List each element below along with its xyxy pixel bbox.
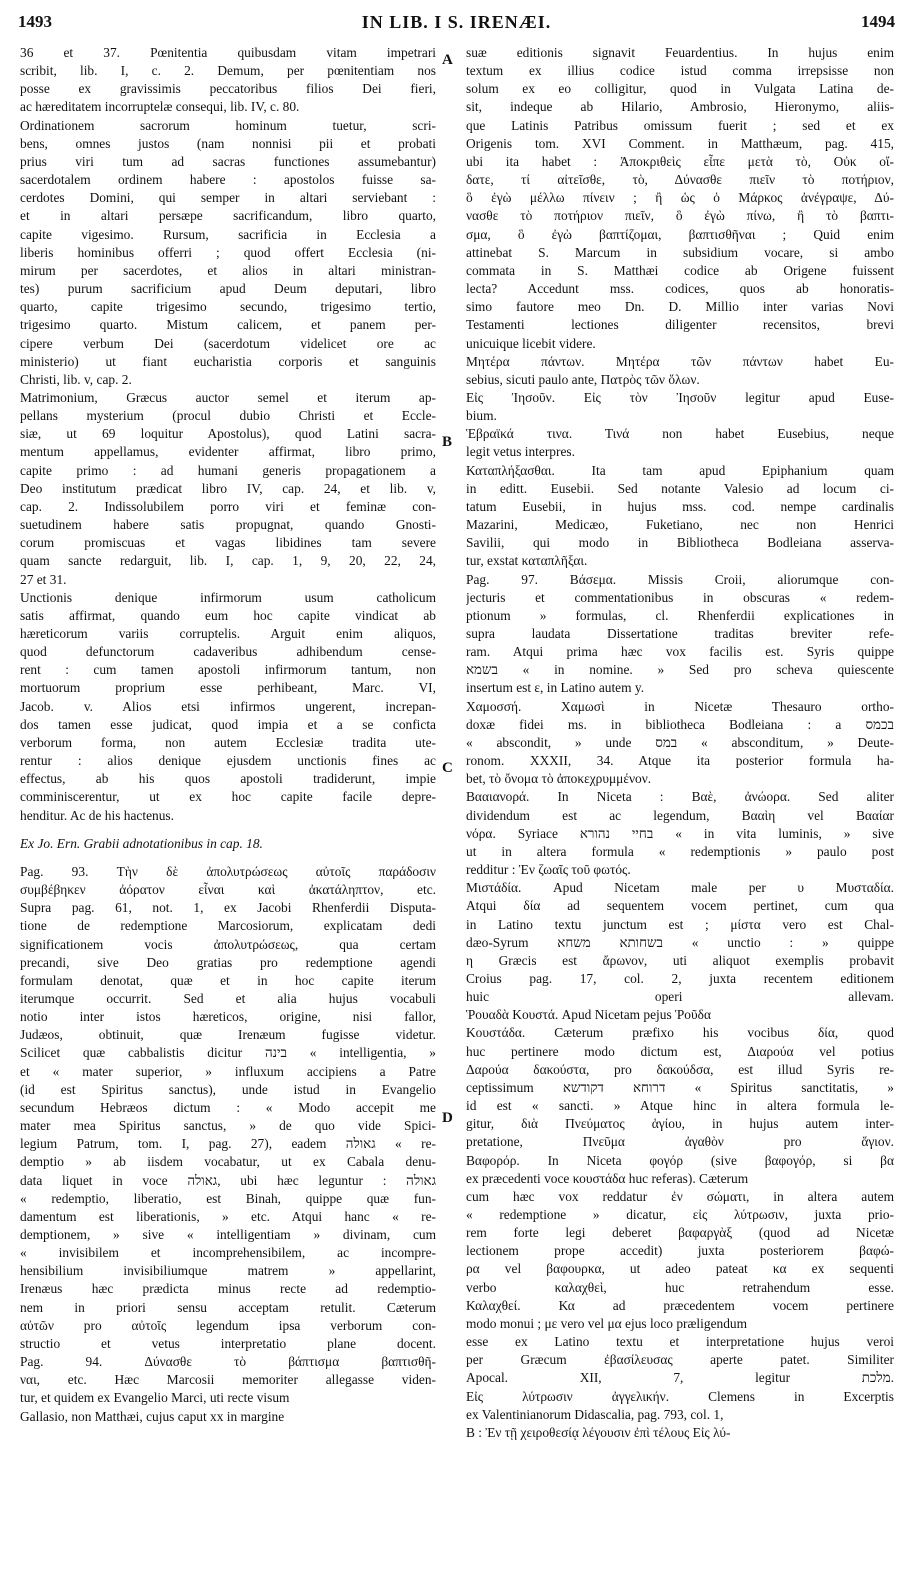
- text-line: in editt. Eusebii. Sed notante Valesio ad locum ci-: [466, 480, 894, 496]
- text-line: ceptissimum דרוחא דקודשא « Spiritus sanctitatis, »: [466, 1079, 894, 1095]
- text-line: tione de redemptione Marcosiorum, explicatam dedi: [20, 918, 436, 934]
- text-line: νασθε τὸ ποτήριον πιεῖν, ὃ ἐγὼ πίνω, ἢ τὸ βαπτι-: [466, 208, 894, 224]
- text-line: huc pertinere modo dictum est, Διαρούα vel potius: [466, 1043, 894, 1059]
- text-line: Deo institutum prædicat libro IV, cap. 24, et lib. v,: [20, 480, 436, 496]
- page-number-right: 1494: [861, 12, 895, 31]
- text-line: textum ex illius codice istud comma irrepsisse non: [466, 63, 894, 79]
- text-line: ex Valentinianorum Didascalia, pag. 793, col. 1,: [466, 1406, 724, 1422]
- text-line: id est « sancti. » Atque hinc in altera formula le-: [466, 1098, 894, 1114]
- margin-letter-c: C: [442, 760, 453, 776]
- text-line: בשמא « in nomine. » Sed pro scheva quiescente: [466, 662, 894, 678]
- text-line: pellans mysterium (procul dubio Christi et Eccle-: [20, 408, 436, 424]
- text-line: comminiscerentur, ut ex hoc capite facile depre-: [20, 789, 436, 805]
- text-line: quarto, capite trigesimo secundo, trigesimo tertio,: [20, 299, 436, 315]
- text-line: scribit, lib. I, c. 2. Demum, per pœnitentiam nos: [20, 63, 436, 79]
- margin-letter-a: A: [442, 52, 453, 68]
- text-line: cerdotes Domini, qui semper in altari serviebant :: [20, 190, 436, 206]
- text-line: Χαμοσσή. Χαμωσὶ in Nicetæ Thesauro ortho-: [466, 698, 894, 714]
- text-line: bium.: [466, 408, 497, 424]
- text-line: σμα, ὃ ἐγὼ βαπτίζομαι, βαπτισθῆναι ; Quid enim: [466, 226, 894, 242]
- text-line: rentur : alios denique ejusdem unctionis fines ac: [20, 753, 436, 769]
- text-line: Pag. 93. Τὴν δὲ ἀπολυτρώσεως αὐτοῖς παράδοσιν: [20, 863, 436, 879]
- text-line: legium Patrum, tom. I, pag. 27), eadem גאולה « re-: [20, 1136, 436, 1152]
- text-line: ptionum » formulas, cl. Rhenferdii explicationes in: [466, 607, 894, 623]
- text-line: Εἰς Ἰησοῦν. Εἰς τὸν Ἰησοῦν legitur apud Euse-: [466, 389, 894, 405]
- text-line: ministerio) ut fiant eucharistia corporis et sanguinis: [20, 353, 436, 369]
- text-line: doxæ fidei ms. in bibliotheca Bodleiana : a בכמס: [466, 716, 894, 732]
- text-line: συμβέβηκεν ἀόρατον εἶναι καὶ ἀκατάληπτον, etc.: [20, 882, 436, 898]
- text-line: Ordinationem sacrorum hominum tuetur, scri-: [20, 117, 436, 133]
- text-line: notio inter istos hæreticos, origine, nisi fallor,: [20, 1009, 436, 1025]
- text-line: « redemptio, liberatio, est Binah, quippe quæ fun-: [20, 1190, 436, 1206]
- text-line: attinebat S. Marcum in subsidium vocare, si ambo: [466, 244, 894, 260]
- text-line: η Græcis est ἄρωνον, uti aliquot exemplis probavit: [466, 952, 894, 968]
- text-line: ναι, etc. Hæc Marcosii memoriter allegasse viden-: [20, 1372, 436, 1388]
- text-line: Apocal. XII, 7, legitur מלכת.: [466, 1370, 894, 1386]
- text-line: et in altari persæpe sacrificandum, libro quarto,: [20, 208, 436, 224]
- text-line: tur, exstat καταπλῆξαι.: [466, 553, 588, 569]
- text-line: lecta? Accedunt mss. codices, quos ab honoratis-: [466, 281, 894, 297]
- text-line: quod defunctorum cadaveribus adhibendum cense-: [20, 644, 436, 660]
- text-line: αὐτῶν pro αὐτοῖς legendum ipsa verborum con-: [20, 1317, 436, 1333]
- text-line: que Latinis Patribus omissum fuerit ; sed et ex: [466, 117, 894, 133]
- text-line: suæ editionis signavit Feuardentius. In hujus enim: [466, 45, 894, 60]
- text-line: Μητέρα πάντων. Μητέρα τῶν πάντων habet Eu-: [466, 353, 894, 369]
- text-line: rem forte legi deberet βαφαργὰξ (quod ad Nicetæ: [466, 1225, 894, 1241]
- text-line: Atqui δία ad sequentem vocem pertinet, cum qua: [466, 898, 894, 914]
- text-line: δατε, τί αἰτεῖσθε, τὸ, Δύνασθε πιεῖν τὸ ποτήριον,: [466, 172, 894, 188]
- text-line: Mazarini, Medicæo, Fuketiano, nec non Henrici: [466, 517, 894, 533]
- text-line: Unctionis denique infirmorum usum catholicum: [20, 589, 436, 605]
- text-line: redditur : Ἐν ζωαῖς τοῦ φωτός.: [466, 862, 631, 878]
- text-line: ρα vel βαφουρκα, ut adeo pateat κα ex sequenti: [466, 1261, 894, 1277]
- text-line: Savilii, qui modo in Bibliotheca Bodleiana asserva-: [466, 535, 894, 551]
- text-line: nem in priori sensu acceptam retulit. Cæterum: [20, 1299, 436, 1315]
- text-line: damentum est liberationis, » etc. Atqui hanc « re-: [20, 1208, 436, 1224]
- text-line: dæo-Syrum בשחותא משחא « unctio : » quippe: [466, 934, 894, 950]
- text-line: tes) purum sacrificium apud Deum deputari, libro: [20, 281, 436, 297]
- text-line: sebius, sicuti paulo ante, Πατρὸς τῶν ὅλων.: [466, 371, 700, 387]
- text-line: pretatione, Πνεῦμα ἀγαθὸν pro ἅγιον.: [466, 1134, 894, 1150]
- text-line: ut in altera formula « redemptionis » paulo post: [466, 843, 894, 859]
- text-line: liberis hominibus offerri ; quod offert Ecclesia (ni-: [20, 244, 436, 260]
- text-line: trigesimo quarto. Mistum calicem, et panem per-: [20, 317, 436, 333]
- text-line: gitur, διὰ Πνεύματος ἁγίου, in hujus autem inter-: [466, 1116, 894, 1132]
- text-line: henditur. Ac de his hactenus.: [20, 807, 174, 823]
- text-line: cap. 2. Indissolubilem porro viri et feminæ con-: [20, 498, 436, 514]
- text-line: ex præcedenti voce κουστάδα huc referas). Cæterum: [466, 1170, 749, 1186]
- text-line: effectus, ab his quos apostoli tradiderunt, impie: [20, 771, 436, 787]
- text-line: mater mea Spiritus sanctus, » de quo vide Spici-: [20, 1118, 436, 1134]
- text-line: verborum forma, non autem Ecclesiæ tradita ute-: [20, 734, 436, 750]
- text-line: « invisibilem et incomprehensibilem, ac incompre-: [20, 1245, 436, 1261]
- line-gap: [20, 825, 436, 835]
- text-line: data liquet in voce גאולה, ubi hæc leguntur : גאולה: [20, 1172, 436, 1188]
- text-line: modo monui ; με vero vel μα ejus loco præligendum: [466, 1315, 748, 1331]
- text-line: Croius pag. 17, col. 2, juxta recentem editionem: [466, 970, 894, 986]
- text-line: mentum appellamus, evidenter affirmat, libro primo,: [20, 444, 436, 460]
- text-line: hensibilium invisibiliumque matrem » appellarint,: [20, 1263, 436, 1279]
- margin-letter-d: D: [442, 1110, 453, 1126]
- text-line: Βααιανορά. In Niceta : Βαὲ, ἀνώορα. Sed aliter: [466, 789, 894, 805]
- text-line: suetudinem habere satis propugnat, quando Gnosti-: [20, 517, 436, 533]
- text-line: simo fautore meo Dn. D. Millio inter varias Novi: [466, 299, 894, 315]
- margin-letter-b: B: [442, 434, 453, 450]
- text-line: Pag. 97. Βάσεμα. Missis Croii, aliorumque con-: [466, 571, 894, 587]
- text-line: in Latino textu junctum est ; μίστα vero est Chal-: [466, 916, 894, 932]
- text-line: (id est Spiritus sanctus), unde istud in Evangelio: [20, 1081, 436, 1097]
- text-line: posse ex gravissimis peccatoribus filios Dei fieri,: [20, 81, 436, 97]
- text-line: ram. Atqui prima hæc vox facilis est. Syris quippe: [466, 644, 894, 660]
- text-line: esse ex Latino textu et interpretatione hujus veroi: [466, 1334, 894, 1350]
- text-line: Scilicet quæ cabbalistis dicitur בינה « intelligentia, »: [20, 1045, 436, 1061]
- text-line: sit, indeque ab Hilario, Ambrosio, Hieronymo, aliis-: [466, 99, 894, 115]
- text-line: supra laudata Dissertatione traditas breviter refe-: [466, 626, 894, 641]
- text-line: bet, τὸ ὄνομα τὸ ἀποκεχρυμμένον.: [466, 771, 652, 787]
- text-line: mortuorum proprium esse perhibeant, Marc. VI,: [20, 680, 436, 696]
- text-line: « redemptione » dicatur, εἰς λύτρωσιν, juxta prio-: [466, 1207, 894, 1222]
- text-line: satis affirmat, quando eum hoc capite vindicat ab: [20, 607, 436, 623]
- text-line: precandi, sive Deo gratias pro redemptione agendi: [20, 954, 436, 970]
- text-line: solum ex eo colligitur, quod in Vulgata Latina de-: [466, 81, 894, 97]
- text-line: ὃ ἐγὼ μέλλω πίνειν ; ἢ ὡς ὁ Μάρκος ἀνέγραψε, Δύ-: [466, 190, 894, 206]
- text-line: tatum Eusebii, in hujus mss. cod. nempe cardinalis: [466, 498, 894, 514]
- text-line: Ex Jo. Ern. Grabii adnotationibus in cap. 18.: [20, 835, 263, 851]
- text-line: Ῥουαδὰ Κουστά. Apud Nicetam pejus Ῥοῦδα: [466, 1007, 711, 1023]
- text-line: νόρα. Syriace בחיי נהורא « in vita luminis, » sive: [466, 825, 894, 841]
- text-line: siæ, ut 69 loquitur Apostolus), quod Latini sacra-: [20, 426, 436, 442]
- text-line: Jacob. v. Alios etsi infirmos ungerent, increpan-: [20, 698, 436, 714]
- text-line: demptio » ab iisdem vocabatur, ut ex Cabala denu-: [20, 1154, 436, 1170]
- text-line: jecturis et commentationibus in obscuras « redem-: [466, 589, 894, 605]
- text-line: bens, omnes justos (nam nonnisi pii et probati: [20, 135, 436, 151]
- text-line: Καταπλήξασθαι. Ita tam apud Epiphanium quam: [466, 462, 894, 478]
- running-header: [18, 8, 895, 38]
- text-line: 27 et 31.: [20, 571, 67, 587]
- text-line: demptionem, » sive « intelligentiam » divinam, cum: [20, 1227, 436, 1242]
- text-line: Ἑβραϊκά τινα. Τινά non habet Eusebius, neque: [466, 426, 894, 442]
- text-line: prius viri tum ad sacras functiones assumebantur): [20, 153, 436, 169]
- text-line: tur, et quidem ex Evangelio Marci, uti recte visum: [20, 1390, 290, 1406]
- text-line: ubi ita habet : Ἀποκριθεὶς εἶπε μετὰ τὸ, Οὐκ οἴ-: [466, 153, 894, 169]
- text-line: ac hæreditatem incorruptelæ consequi, lib. IV, c. 80.: [20, 99, 300, 115]
- text-line: formulam denotat, quæ et in hoc capite iterum: [20, 972, 436, 988]
- left-column: [20, 44, 436, 1426]
- text-line: Irenæus hæc prædicta minus recte ad redemptio-: [20, 1281, 436, 1297]
- page-number-left: 1493: [18, 12, 52, 31]
- text-line: dos tamen esse judicat, quod impia et a se conficta: [20, 716, 436, 732]
- text-line: B : Ἐν τῇ χειροθεσίᾳ λέγουσιν ἐπὶ τέλους Εἰς λύ-: [466, 1424, 731, 1440]
- text-line: et « mater superior, » influxum accipiens a Patre: [20, 1063, 436, 1079]
- text-line: Supra pag. 61, not. 1, ex Jacobi Rhenferdii Disputa-: [20, 900, 436, 916]
- text-line: Gallasio, non Matthæi, cujus caput xx in margine: [20, 1408, 285, 1424]
- text-line: structio et vetus interpretatio plane docent.: [20, 1335, 436, 1351]
- text-line: Pag. 94. Δύνασθε τὸ βάπτισμα βαπτισθῆ-: [20, 1354, 436, 1370]
- text-line: Εἰς λύτρωσιν ἀγγελικήν. Clemens in Excerptis: [466, 1388, 894, 1404]
- text-line: verbo καλαχθεὶ, huc retrahendum esse.: [466, 1279, 894, 1295]
- text-line: Κουστάδα. Cæterum præfixo his vocibus δία, quod: [466, 1025, 894, 1041]
- text-line: sacerdotalem ordinem habere : apostolos fuisse sa-: [20, 172, 436, 188]
- text-line: unicuique licebit videre.: [466, 335, 596, 351]
- right-column: [466, 44, 894, 1442]
- text-line: capite primo : ad humani generis propagationem a: [20, 462, 436, 478]
- text-line: Christi, lib. v, cap. 2.: [20, 371, 132, 387]
- text-line: Βαφορόρ. In Niceta φογόρ (sive βαφογόρ, si βα: [466, 1152, 894, 1168]
- text-line: 36 et 37. Pœnitentia quibusdam vitam impetrari: [20, 45, 436, 60]
- text-line: quam sancte redarguit, lib. I, cap. 1, 9, 20, 22, 24,: [20, 553, 436, 569]
- text-line: Origenis tom. XVI Comment. in Matthæum, pag. 415,: [466, 135, 894, 151]
- text-line: mirum per sacerdotes, et alios in altari ministran-: [20, 262, 436, 278]
- text-line: cum hæc vox reddatur ἐν σώματι, in altera autem: [466, 1188, 894, 1204]
- text-line: lectionem prope accedit) juxta posteriorem βαφώ-: [466, 1243, 894, 1259]
- text-line: huic operi allevam.: [466, 989, 894, 1005]
- line-gap: [20, 853, 436, 863]
- text-line: hæreticorum variis corruptelis. Arguit enim aliquos,: [20, 626, 436, 641]
- text-line: insertum est ε, in Latino autem y.: [466, 680, 645, 696]
- text-line: Matrimonium, Græcus auctor semel et iterum ap-: [20, 389, 436, 405]
- text-line: Testamenti lectiones diligenter recensitos, brevi: [466, 317, 894, 333]
- text-line: « abscondit, » unde במס « absconditum, » Deute-: [466, 734, 894, 750]
- text-line: rent : cum tamen apostoli infirmorum tantum, non: [20, 662, 436, 678]
- text-line: secundum Hebræos dictum : « Modo accepit me: [20, 1099, 436, 1115]
- text-line: ronom. XXXII, 34. Atque ita posterior formula ha-: [466, 753, 894, 769]
- text-line: capite vigesimo. Rursum, sacrificia in Ecclesia a: [20, 226, 436, 242]
- text-line: legit vetus interpres.: [466, 444, 575, 460]
- text-line: Δαρούα δακούστα, pro δακούδσα, est illud Syris re-: [466, 1061, 894, 1077]
- text-line: significationem vocis ἀπολυτρώσεως, qua certam: [20, 936, 436, 952]
- text-line: commata in S. Matthæi codice ab Origene fuissent: [466, 262, 894, 278]
- text-line: dividendum est ac legendum, Βααὶη vel Βααίαr: [466, 807, 894, 823]
- text-line: per Græcum ἐβασίλευσας aperte patet. Similiter: [466, 1352, 894, 1368]
- text-line: Μιστάδία. Apud Nicetam male per υ Μυσταδία.: [466, 880, 894, 896]
- text-line: cipere verbum Dei (sacerdotum videlicet ore ac: [20, 335, 436, 351]
- running-title: IN LIB. I S. IRENÆI.: [361, 12, 552, 32]
- text-line: corum promiscuas et vagas libidines tam severe: [20, 535, 436, 551]
- text-line: Καλαχθεί. Κα ad præcedentem vocem pertinere: [466, 1297, 894, 1313]
- text-line: Judæos, obtinuit, quæ Irenæum fugisse videtur.: [20, 1027, 436, 1043]
- text-line: iterumque occurrit. Sed et alia hujus vocabuli: [20, 990, 436, 1006]
